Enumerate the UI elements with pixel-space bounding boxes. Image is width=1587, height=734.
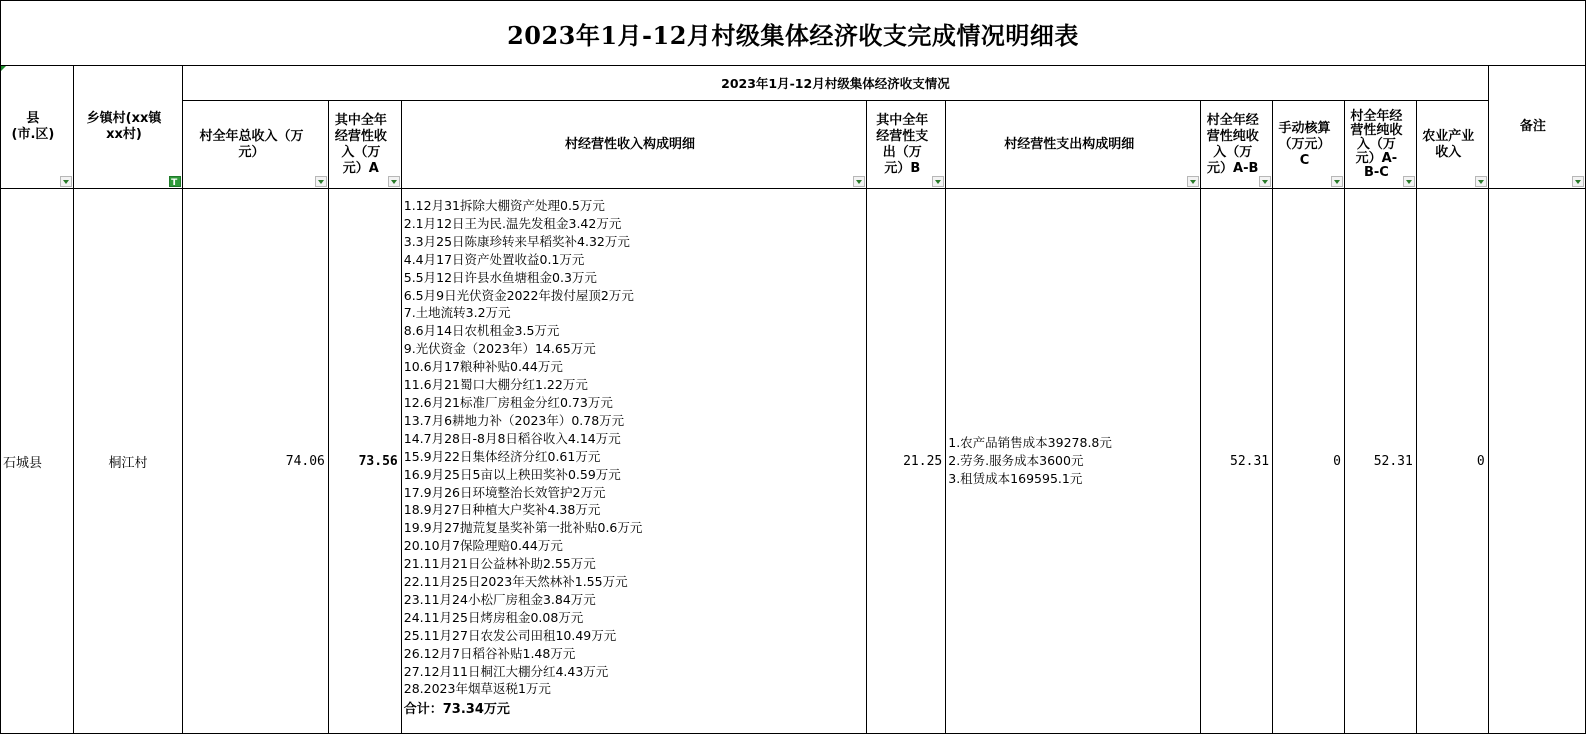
- cell-county-value: 石城县: [3, 455, 43, 471]
- cell-corner-marker: [1, 66, 6, 71]
- list-item: 28.2023年烟草返税1万元: [403, 681, 551, 697]
- header-remarks-label: 备注: [1519, 119, 1546, 134]
- header-village-label: 乡镇村(xx镇 xx村): [86, 111, 162, 142]
- group-header-label: 2023年1月-12月村级集体经济收支情况: [721, 76, 950, 91]
- list-item: 23.11月24小松厂房租金3.84万元: [403, 591, 596, 607]
- table-title-text: 2023年1月-12月村级集体经济收支完成情况明细表: [507, 20, 1079, 50]
- list-item: 15.9月22日集体经济分红0.61万元: [403, 448, 601, 464]
- cell-operating-income-value: 73.56: [358, 453, 398, 469]
- expense-detail-list: [946, 434, 1200, 488]
- filter-dropdown-icon[interactable]: [1475, 176, 1487, 187]
- table-row: [1, 189, 1586, 734]
- cell-net-income-abc[interactable]: [1344, 189, 1416, 734]
- filter-dropdown-icon[interactable]: [932, 176, 944, 187]
- cell-net-income-ab-value: 52.31: [1230, 453, 1270, 469]
- header-total-income[interactable]: [183, 101, 329, 189]
- list-item: 10.6月17粮种补贴0.44万元: [403, 359, 563, 375]
- list-item: 12.6月21标准厂房租金分红0.73万元: [403, 394, 613, 410]
- cell-income-detail[interactable]: [401, 189, 867, 734]
- list-item: 18.9月27日种植大户奖补4.38万元: [403, 502, 601, 518]
- cell-county[interactable]: [1, 189, 74, 734]
- list-item: 8.6月14日农机租金3.5万元: [403, 323, 560, 339]
- group-header: [183, 66, 1489, 101]
- header-remarks[interactable]: [1488, 66, 1585, 189]
- header-manual-check-label: 手动核算 （万元） C: [1278, 120, 1331, 168]
- table-title: [1, 1, 1586, 66]
- header-expense-detail[interactable]: [946, 101, 1201, 189]
- cell-manual-check-value: 0: [1333, 453, 1341, 469]
- list-item: 17.9月26日环境整治长效管护2万元: [403, 484, 606, 500]
- list-item: 19.9月27抛荒复垦奖补第一批补贴0.6万元: [403, 520, 643, 536]
- list-item: 16.9月25日5亩以上秧田奖补0.59万元: [403, 466, 621, 482]
- header-operating-expense[interactable]: [867, 101, 946, 189]
- list-item: 24.11月25日烤房租金0.08万元: [403, 609, 584, 625]
- filter-dropdown-icon[interactable]: [315, 176, 327, 187]
- header-net-income-ab[interactable]: [1201, 101, 1273, 189]
- filter-dropdown-icon[interactable]: [60, 176, 72, 187]
- list-item: 1.农产品销售成本39278.8元: [948, 435, 1112, 451]
- list-item: 27.12月11日桐江大棚分红4.43万元: [403, 663, 609, 679]
- header-village[interactable]: [73, 66, 182, 189]
- filter-dropdown-icon[interactable]: [1259, 176, 1271, 187]
- header-agri-income[interactable]: [1416, 101, 1488, 189]
- list-item: 1.12月31拆除大棚资产处理0.5万元: [403, 198, 605, 213]
- cell-expense-detail[interactable]: [946, 189, 1201, 734]
- list-item: 13.7月6耕地力补（2023年）0.78万元: [403, 412, 625, 428]
- header-expense-detail-label: 村经营性支出构成明细: [1004, 136, 1135, 152]
- header-net-income-abc[interactable]: [1344, 101, 1416, 189]
- header-county[interactable]: [1, 66, 74, 189]
- header-agri-income-label: 农业产业 收入: [1422, 128, 1475, 160]
- cell-total-income[interactable]: [183, 189, 329, 734]
- list-item: 9.光伏资金（2023年）14.65万元: [403, 341, 596, 357]
- list-item: 4.4月17日资产处置收益0.1万元: [403, 251, 585, 267]
- list-item: 2.劳务.服务成本3600元: [948, 453, 1084, 469]
- income-detail-list: [402, 197, 867, 698]
- list-item: 7.土地流转3.2万元: [403, 305, 511, 321]
- filter-dropdown-icon[interactable]: [1331, 176, 1343, 187]
- list-item: 26.12月7日稻谷补贴1.48万元: [403, 645, 576, 661]
- filter-dropdown-icon[interactable]: [853, 176, 865, 187]
- list-item: 6.5月9日光伏资金2022年拨付屋顶2万元: [403, 287, 634, 303]
- cell-village-value: 桐江村: [108, 455, 148, 471]
- cell-total-income-value: 74.06: [285, 453, 325, 469]
- cell-manual-check[interactable]: [1273, 189, 1345, 734]
- filter-dropdown-icon[interactable]: [1187, 176, 1199, 187]
- cell-operating-expense[interactable]: [867, 189, 946, 734]
- list-item: 22.11月25日2023年天然林补1.55万元: [403, 574, 628, 590]
- header-operating-income-label: 其中全年 经营性收 入（万 元）A: [334, 112, 387, 176]
- filter-dropdown-icon[interactable]: [1403, 176, 1415, 187]
- header-net-income-abc-label: 村全年经 营性纯收 入（万 元）A- B-C: [1350, 108, 1403, 180]
- list-item: 5.5月12日许县水鱼塘租金0.3万元: [403, 269, 597, 285]
- header-county-label: 县 (市.区): [11, 111, 55, 142]
- active-filter-icon[interactable]: T: [169, 176, 181, 187]
- header-income-detail[interactable]: [401, 101, 867, 189]
- header-operating-expense-label: 其中全年 经营性支 出（万 元）B: [876, 112, 929, 176]
- cell-village[interactable]: [73, 189, 182, 734]
- list-item: 25.11月27日农发公司田租10.49万元: [403, 627, 617, 643]
- list-item: 3.租赁成本169595.1元: [948, 470, 1083, 486]
- list-item: 21.11月21日公益林补助2.55万元: [403, 556, 596, 572]
- cell-agri-income-value: 0: [1476, 453, 1485, 469]
- cell-remarks[interactable]: [1488, 189, 1585, 734]
- cell-operating-expense-value: 21.25: [903, 453, 943, 469]
- list-item: 20.10月7保险理赔0.44万元: [403, 538, 563, 554]
- header-operating-income[interactable]: [328, 101, 401, 189]
- cell-agri-income[interactable]: [1416, 189, 1488, 734]
- income-total: 合计：73.34万元: [403, 702, 510, 718]
- list-item: 2.1月12日王为民.温先发租金3.42万元: [403, 215, 622, 231]
- list-item: 11.6月21蜀口大棚分红1.22万元: [403, 377, 588, 393]
- header-net-income-ab-label: 村全年经 营性纯收 入（万 元）A-B: [1206, 112, 1259, 176]
- cell-operating-income[interactable]: [328, 189, 401, 734]
- header-total-income-label: 村全年总收入（万 元）: [199, 128, 304, 160]
- list-item: 14.7月28日-8月8日稻谷收入4.14万元: [403, 430, 621, 446]
- header-manual-check[interactable]: [1273, 101, 1345, 189]
- cell-net-income-abc-value: 52.31: [1373, 453, 1413, 469]
- header-income-detail-label: 村经营性收入构成明细: [565, 136, 696, 152]
- filter-dropdown-icon[interactable]: [1572, 176, 1584, 187]
- list-item: 3.3月25日陈康珍转来早稻奖补4.32万元: [403, 233, 630, 249]
- cell-net-income-ab[interactable]: [1201, 189, 1273, 734]
- filter-dropdown-icon[interactable]: [388, 176, 400, 187]
